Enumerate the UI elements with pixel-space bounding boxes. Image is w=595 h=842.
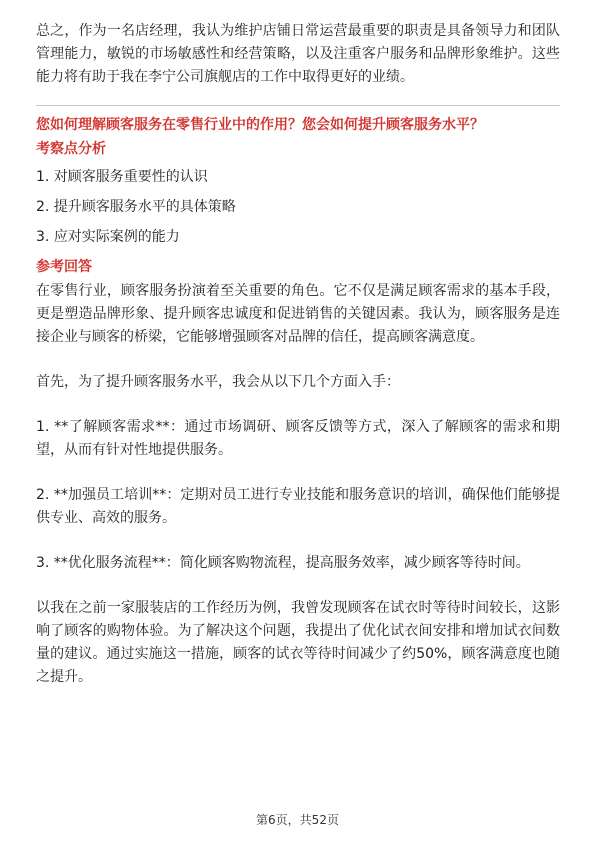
answer-paragraph: 首先，为了提升顾客服务水平，我会从以下几个方面入手： (36, 374, 400, 390)
answer-paragraph: 以我在之前一家服装店的工作经历为例，我曾发现顾客在试衣时等待时间较长，这影响了顾客的购物体验。为了解决这个问题，我提出了优化试衣间安排和增加试衣间数量的建议。通过实施这一措施，顾客的试衣等待时间减少了约50%，顾客满意度也随之提升。 (36, 600, 560, 685)
analysis-heading: 考察点分析 (36, 141, 106, 157)
intro-paragraph: 总之，作为一名店经理，我认为维护店铺日常运营最重要的职责是具备领导力和团队管理能力，敏锐的市场敏感性和经营策略，以及注重客户服务和品牌形象维护。这些能力将有助于我在李宁公司旗舰店的工作中取得更好的业绩。 (36, 23, 560, 85)
analysis-point: 2. 提升顾客服务水平的具体策略 (36, 199, 236, 215)
section-divider (36, 105, 560, 106)
answer-heading: 参考回答 (36, 259, 92, 275)
answer-list-item: 1. **了解顾客需求**：通过市场调研、顾客反馈等方式，深入了解顾客的需求和期望，从而有针对性地提供服务。 (36, 419, 560, 458)
paragraph-gap (36, 575, 560, 597)
paragraph-gap (36, 530, 560, 552)
paragraph-gap (36, 349, 560, 371)
answer-list-item: 3. **优化服务流程**：简化顾客购物流程，提高服务效率，减少顾客等待时间。 (36, 555, 530, 571)
paragraph-gap (36, 394, 560, 416)
answer-list-item: 2. **加强员工培训**：定期对员工进行专业技能和服务意识的培训，确保他们能够提供专业、高效的服务。 (36, 487, 560, 526)
analysis-point: 1. 对顾客服务重要性的认识 (36, 169, 208, 185)
question-title: 您如何理解顾客服务在零售行业中的作用？您会如何提升顾客服务水平？ (36, 117, 484, 133)
paragraph-gap (36, 462, 560, 484)
analysis-point: 3. 应对实际案例的能力 (36, 229, 180, 245)
page-content (36, 20, 560, 689)
page-number-footer: 第6页，共52页 (256, 813, 339, 827)
answer-paragraph: 在零售行业，顾客服务扮演着至关重要的角色。它不仅是满足顾客需求的基本手段，更是塑造品牌形象、提升顾客忠诚度和促进销售的关键因素。我认为，顾客服务是连接企业与顾客的桥梁，它能够增强顾客对品牌的信任，提高顾客满意度。 (36, 283, 560, 345)
